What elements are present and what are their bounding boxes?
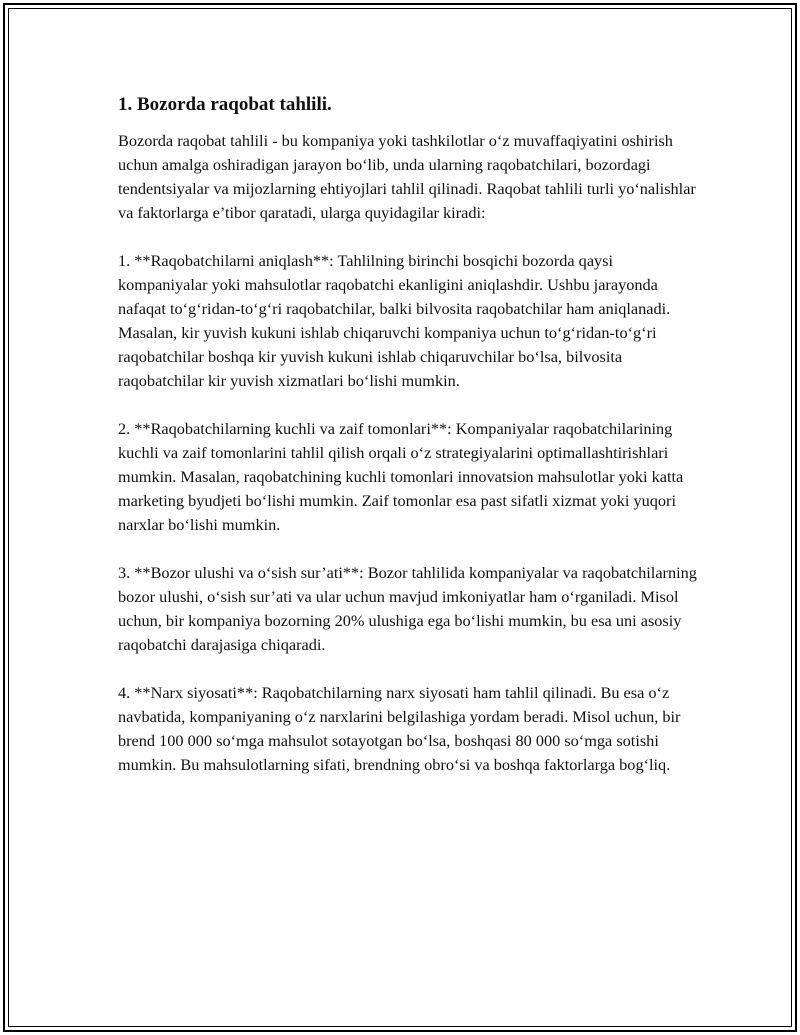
paragraph-item-4: 4. **Narx siyosati**: Raqobatchilarning narx siyosati ham tahlil qilinadi. Bu esa o‘z navbatida, kompaniyaning o‘z narxlarini belgilashiga yordam beradi. Misol uchun, bir brend 100 000 so‘mga mahsulot sotayotgan bo‘lsa, boshqasi 80 000 so‘mga sotishi mumkin. Bu mahsulotlarning sifati, brendning obro‘si va boshqa faktorlarga bog‘liq.	[118, 683, 681, 774]
document-body	[118, 92, 698, 801]
section-heading: 1. Bozorda raqobat tahlili.	[118, 94, 332, 115]
paragraph-item-1: 1. **Raqobatchilarni aniqlash**: Tahlilning birinchi bosqichi bozorda qaysi kompaniyalar yoki mahsulotlar raqobatchi ekanligini aniqlashdir. Ushbu jarayonda nafaqat to‘g‘ridan-to‘g‘ri raqobatchilar, balki bilvosita raqobatchilar ham aniqlanadi. Masalan, kir yuvish kukuni ishlab chiqaruvchi kompaniya uchun to‘g‘ridan-to‘g‘ri raqobatchilar boshqa kir yuvish kukuni ishlab chiqaruvchilar bo‘lsa, bilvosita raqobatchilar kir yuvish xizmatlari bo‘lishi mumkin.	[118, 251, 671, 390]
paragraph-item-3: 3. **Bozor ulushi va o‘sish sur’ati**: Bozor tahlilida kompaniyalar va raqobatchilarning bozor ulushi, o‘sish sur’ati va ular uchun mavjud imkoniyatlar ham o‘rganiladi. Misol uchun, bir kompaniya bozorning 20% ulushiga ega bo‘lishi mumkin, bu esa uni asosiy raqobatchi darajasiga chiqaradi.	[118, 563, 697, 654]
paragraph-item-2: 2. **Raqobatchilarning kuchli va zaif tomonlari**: Kompaniyalar raqobatchilarining kuchli va zaif tomonlarini tahlil qilish orqali o‘z strategiyalarini optimallashtirishlari mumkin. Masalan, raqobatchining kuchli tomonlari innovatsion mahsulotlar yoki katta marketing byudjeti bo‘lishi mumkin. Zaif tomonlar esa past sifatli xizmat yoki yuqori narxlar bo‘lishi mumkin.	[118, 419, 684, 534]
intro-paragraph: Bozorda raqobat tahlili - bu kompaniya yoki tashkilotlar o‘z muvaffaqiyatini oshirish uchun amalga oshiradigan jarayon bo‘lib, unda ularning raqobatchilari, bozordagi tendentsiyalar va mijozlarning ehtiyojlari tahlil qilinadi. Raqobat tahlili turli yo‘nalishlar va faktorlarga e’tibor qaratadi, ularga quyidagilar kiradi:	[118, 131, 696, 222]
